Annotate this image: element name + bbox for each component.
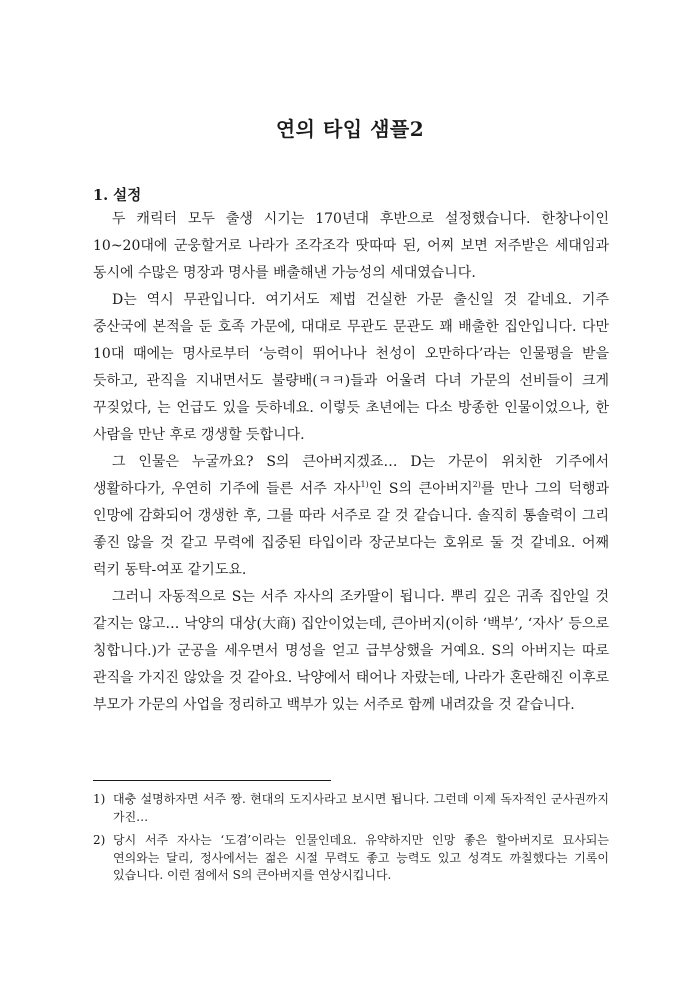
body-text: [93, 206, 609, 719]
footnote-2: [93, 832, 609, 885]
footnote-number: 2): [93, 833, 106, 847]
footnotes-list: [93, 791, 609, 891]
footnote-number: 1): [93, 792, 106, 806]
footnote-divider: [93, 780, 331, 781]
paragraph-2: D는 역시 무관입니다. 여기서도 제법 건실한 가문 출신일 것 같네요. 기주 중산국에 본적을 둔 호족 가문에, 대대로 무관도 문관도 꽤 배출한 집안입니다. 다만 10대 때에는 명사로부터 ‘능력이 뛰어나나 천성이 오만하다’라는 인물평을 받을 듯하고, 관직을 지내면서도 불량배(ㅋㅋ)들과 어울려 다녀 가문의 선비들이 크게 꾸짖었다, 는 언급도 있을 듯하네요. 이렇듯 초년에는 다소 방종한 인물이었으나, 한 사람을 만난 후로 갱생할 듯합니다.: [93, 292, 609, 443]
paragraph-3-part-2: 인 S의 큰아버지: [368, 481, 473, 497]
paragraph-3: [93, 449, 609, 584]
paragraph-3-part-3: 를 만나 그의 덕행과 인망에 감화되어 갱생한 후, 그를 따라 서주로 갈 것 같습니다. 솔직히 통솔력이 그리 좋진 않을 것 같고 무력에 집중된 타입이라 장군보다는 호위로 둘 것 같네요. 어째 럭키 동탁-여포 같기도요.: [93, 481, 610, 578]
paragraph-4: 그러니 자동적으로 S는 서주 자사의 조카딸이 됩니다. 뿌리 깊은 귀족 집안일 것 같지는 않고… 낙양의 대상(大商) 집안이었는데, 큰아버지(이하 ‘백부’, ‘자사’ 등으로 칭합니다.)가 군공을 세우면서 명성을 얻고 급부상했을 거예요. S의 아버지는 따로 관직을 가지진 않았을 것 같아요. 낙양에서 태어나 자랐는데, 나라가 혼란해진 이후로 부모가 가문의 사업을 정리하고 백부가 있는 서주로 함께 내려갔을 것 같습니다.: [93, 589, 609, 713]
footnote-text: 대충 설명하자면 서주 짱. 현대의 도지사라고 보시면 됩니다. 그런데 이제 독자적인 군사권까지 가진…: [113, 792, 609, 824]
footnote-text: 당시 서주 자사는 ‘도겸’이라는 인물인데요. 유약하지만 인망 좋은 할아버지로 묘사되는 연의와는 달리, 정사에서는 젊은 시절 무력도 좋고 능력도 있고 성격도 까칠했다는 기록이 있습니다. 이런 점에서 S의 큰아버지를 연상시킵니다.: [113, 833, 609, 882]
footnote-1: [93, 791, 609, 826]
section-heading: 1. 설정: [93, 187, 142, 204]
footnote-ref-1[interactable]: 1): [360, 480, 369, 489]
footnote-ref-2[interactable]: 2): [472, 480, 481, 489]
paragraph-1: 두 캐릭터 모두 출생 시기는 170년대 후반으로 설정했습니다. 한창나이인 10~20대에 군웅할거로 나라가 조각조각 땃따따 된, 어찌 보면 저주받은 세대임과 동시에 수많은 명장과 명사를 배출해낸 가능성의 세대였습니다.: [93, 211, 609, 281]
paragraph-3-part-1: 그 인물은 누굴까요? S의 큰아버지겠죠… D는 가문이 위치한 기주에서 생활하다가, 우연히 기주에 들른 서주 자사: [93, 454, 609, 497]
page-title: 연의 타입 샘플2: [275, 117, 425, 141]
